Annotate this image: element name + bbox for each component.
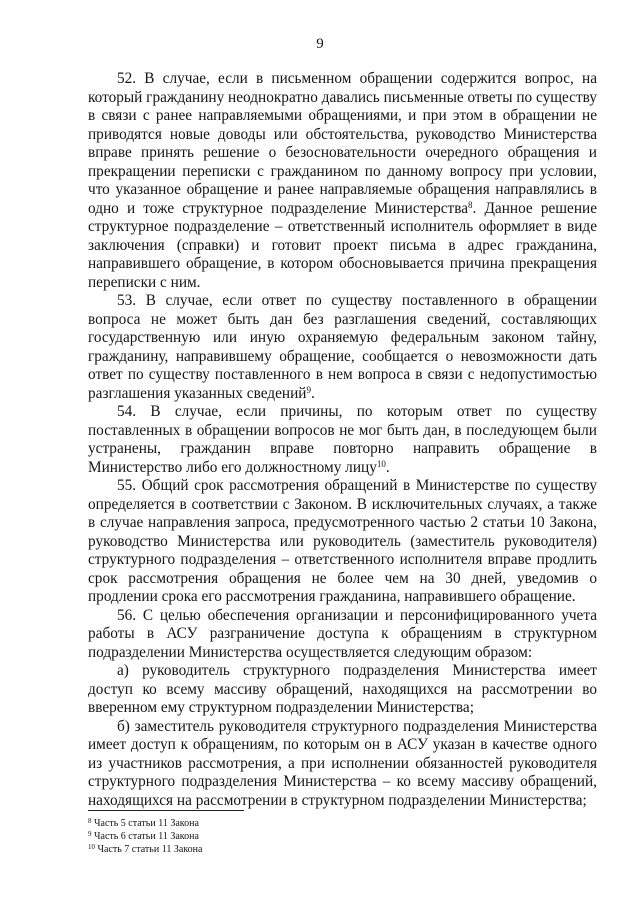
footnote-number: 9	[88, 830, 92, 838]
paragraph-56: 56. С целью обеспечения организации и персонифицированного учета работы в АСУ разграничение доступа к обращениям в структурном подразделении Министерства осуществляется следующим образом:	[88, 606, 597, 661]
footnote-ref-9[interactable]: 9	[306, 384, 311, 395]
footnote-ref-8[interactable]: 8	[468, 199, 473, 210]
paragraph-53: 53. В случае, если ответ по существу поставленного в обращении вопроса не может быть дан без разглашения сведений, составляющих государственную или иную охраняемую федеральным законом тайну, гражданину, направившему обращение, сообщается о невозможности дать ответ по существу поставленного в нем вопроса в связи с недопустимостью разглашения указанных сведений$^9$.	[88, 292, 597, 402]
paragraph-56-a: а) руководитель структурного подразделения Министерства имеет доступ ко всему массиву обращений, находящихся на рассмотрении во вверенном ему структурном подразделении Министерства;	[88, 662, 597, 716]
footnote-10	[88, 843, 202, 856]
footnote-8	[88, 817, 202, 830]
document-body	[88, 70, 597, 810]
footnote-number: 10	[88, 843, 95, 851]
paragraph-55: 55. Общий срок рассмотрения обращений в Министерстве по существу определяется в соответствии с Законом. В исключительных случаях, а также в случае направления запроса, предусмотренного частью 2 статьи 10 Закона, руководство Министерства или руководитель (заместитель руководителя) структурного подразделения – ответственного исполнителя вправе продлить срок рассмотрения обращения не более чем на 30 дней, уведомив о продлении срока его рассмотрения гражданина, направившего обращение.	[88, 477, 597, 605]
paragraph-56-b: б) заместитель руководителя структурного подразделения Министерства имеет доступ к обращениям, по которым он в АСУ указан в качестве одного из участников рассмотрения, а при исполнении обязанностей руководителя структурного подразделения Министерства – ко всему массиву обращений, находящихся на рассмотрении в структурном подразделении Министерства;	[88, 717, 597, 809]
footnote-ref-10[interactable]: 10	[376, 458, 386, 469]
footnote-divider	[88, 810, 244, 811]
paragraph-52: 52. В случае, если в письменном обращении содержится вопрос, на который гражданину неоднократно давались письменные ответы по существу в связи с ранее направляемыми обращениями, и при этом в обращении не приводятся новые доводы или обстоятельства, руководство Министерства вправе принять решение о безосновательности очередного обращения и прекращении переписки с гражданином по данному вопросу при условии, что указанное обращение и ранее направляемые обращения направлялись в одно и тоже структурное подразделение Министерства$^8$. Данное решение структурное подразделение – ответственный исполнитель оформляет в виде заключения (справки) и готовит проект письма в адрес гражданина, направившего обращение, в котором обосновывается причина прекращения переписки с ним.	[88, 70, 597, 291]
footnote-text: Часть 6 статьи 11 Закона	[94, 831, 199, 842]
footnotes	[88, 817, 202, 856]
footnote-9	[88, 830, 202, 843]
footnote-text: Часть 5 статьи 11 Закона	[94, 818, 199, 829]
page-number: 9	[316, 36, 324, 52]
paragraph-54: 54. В случае, если причины, по которым ответ по существу поставленных в обращении вопросов не мог быть дан, в последующем были устранены, гражданин вправе повторно направить обращение в Министерство либо его должностному лицу$^{10}$.	[88, 403, 597, 476]
footnote-text: Часть 7 статьи 11 Закона	[97, 844, 203, 855]
footnote-number: 8	[88, 817, 92, 825]
